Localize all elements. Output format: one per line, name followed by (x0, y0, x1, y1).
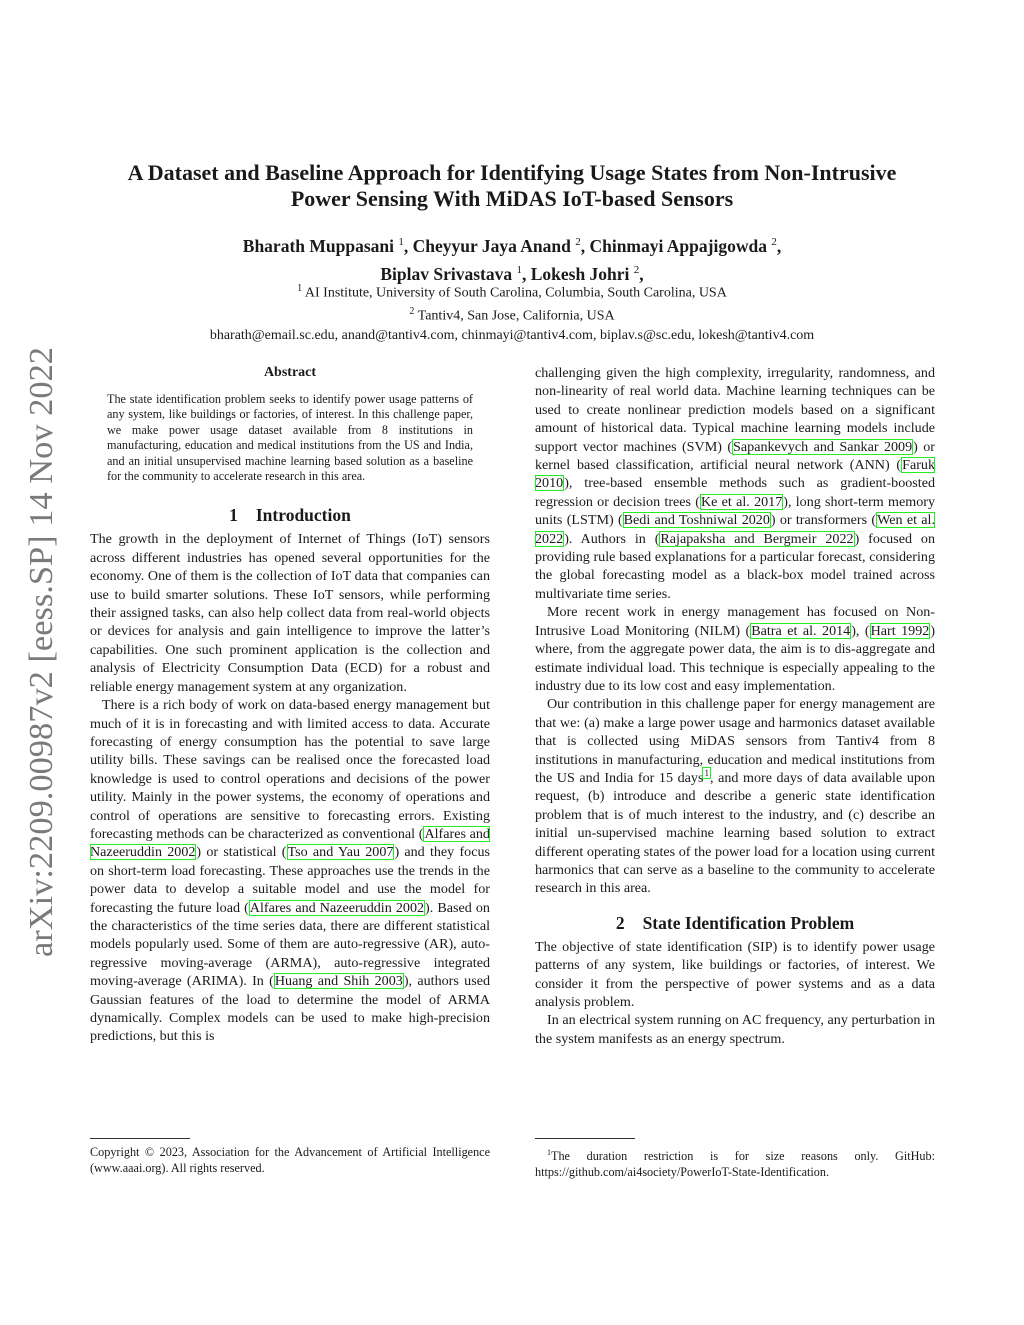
author-affil-mark: 2 (633, 263, 640, 276)
section-number: 2 (615, 912, 625, 933)
citation-link[interactable]: Rajapaksha and Bergmeir 2022 (660, 530, 854, 547)
affiliation-mark: 1 (297, 283, 303, 294)
footnote-link[interactable]: 1 (704, 768, 709, 779)
sip-paragraph-1: The objective of state identification (SIP) is to identify power usage patterns of any system, like buildings or factories, of interest. We consider it from the perspective of power systems and as a data analysis problem. (535, 938, 935, 1010)
author-affil-mark: 2 (771, 236, 777, 248)
text-run: challenging given the high complexity, irregularity, randomness, and non-linearity of real world data. Machine learning techniques can be used to create nonlinear prediction models based on a significant amount of historical data. Typical machine learning models include support vector machines (SVM) ( (535, 365, 935, 455)
affiliation-mark: 2 (409, 306, 415, 318)
affiliation-text: AI Institute, University of South Carolina, Columbia, South Carolina, USA (304, 285, 727, 301)
section-number: 1 (229, 505, 238, 526)
footnote-divider (535, 1138, 635, 1139)
author-line-2: Biplav Srivastava $^1$, Lokesh Johri $^2$, (380, 263, 644, 284)
text-run: ) or transformers ( (770, 512, 877, 529)
section-1-heading (90, 504, 490, 526)
abstract-heading: Abstract (263, 365, 317, 380)
citation-link[interactable]: Sapankevych and Sankar 2009 (733, 438, 913, 455)
author-emails: bharath@email.sc.edu, anand@tantiv4.com, chinmayi@tantiv4.com, biplav.s@sc.edu, lokesh@tantiv4.com (209, 327, 815, 343)
text-run: More recent work in energy management has focused on Non-Intrusive Load Monitoring (NILM) ( (535, 604, 935, 639)
title-line-1: A Dataset and Baseline Approach for Identifying Usage States from Non-Intrusive (127, 160, 897, 185)
citation-link[interactable]: Hart 1992 (870, 622, 930, 639)
author-line-1: Bharath Muppasani $^1$, Cheyyur Jaya Anand $^2$, Chinmayi Appajigowda $^2$, (242, 235, 782, 256)
contribution-paragraph (535, 695, 935, 897)
text-run: ) or statistical ( (196, 844, 287, 861)
sip-paragraph-2: In an electrical system running on AC frequency, any perturbation in the system manifests as an energy spectrum. (535, 1012, 935, 1047)
author-affil-mark: 1 (516, 263, 522, 276)
citation-link[interactable]: Ke et al. 2017 (700, 493, 783, 510)
footnote-1-text (535, 1145, 935, 1180)
section-title: State Identification Problem (642, 912, 855, 933)
author-name: Biplav Srivastava (380, 263, 513, 284)
author-list (80, 230, 944, 286)
text-run: , and more days of data available upon request, (b) introduce and describe a generic state identification problem that is of much interest to the industry, and (c) describe an initial un-supervised machine learning based solution to extract different operating states of the power load for a location using current harmonics that can serve as a baseline to the community to accelerate research in this area. (535, 769, 936, 897)
text-run: ) where, from the aggregate power data, the aim is to dis-aggregate and estimate individual load. This technique is especially appealing to the industry due to its low cost and easy implementation. (535, 622, 936, 694)
citation-link[interactable]: Alfares and Nazeeruddin 2002 (249, 899, 425, 916)
footnote-divider (90, 1138, 190, 1139)
section-2-heading (535, 912, 935, 934)
text-run: ) or kernel based classification, artificial neural network (ANN) ( (535, 438, 935, 474)
citation-link[interactable]: Faruk 2010 (535, 457, 935, 492)
citation-link[interactable]: Tso and Yau 2007 (287, 844, 394, 861)
author-name: Lokesh Johri (530, 263, 630, 284)
affiliations (80, 280, 944, 345)
citation-link[interactable]: Wen et al. 2022 (535, 512, 935, 547)
left-column (90, 364, 490, 1046)
text-run: ), authors used Gaussian features of the load to determine the model of ARMA dynamically. Complex models can be used to make high-precision predictions, but this is (90, 973, 491, 1045)
author-affil-mark: 2 (575, 236, 581, 248)
text-run: ), tree-based ensemble methods such as gradient-boosted regression or decision trees ( (535, 475, 935, 510)
copyright-text: Copyright © 2023, Association for the Advancement of Artificial Intelligence (www.aaai.org). All rights reserved. (90, 1145, 490, 1175)
text-run: ), long short-term memory units (LSTM) ( (535, 493, 935, 529)
arxiv-stamp-text: arXiv:2209.00987v2 [eess.SP] 14 Nov 2022 (23, 354, 60, 957)
affiliation-1 (80, 280, 944, 303)
text-run: ). Authors in ( (564, 530, 660, 547)
intro-paragraph-2 (90, 696, 490, 1046)
abstract-text: The state identification problem seeks to identify power usage patterns of any system, like buildings or factories, of interest. In this challenge paper, we make power usage dataset available from 8 institutions in manufacturing, education and medical institutions from the US and India, and an initial unsupervised machine learning based solution as a baseline for the community to accelerate research in this area. (107, 392, 473, 484)
text-run: ) focused on providing rule based explanations for a particular forecast, considering the global forecasting model as a black-box model trained across multivariate time series. (535, 530, 935, 602)
author-affil-mark: 1 (398, 236, 404, 248)
paper-title (80, 160, 944, 212)
footnote-mark: 1 (547, 1148, 551, 1157)
citation-link[interactable]: Huang and Shih 2003 (274, 973, 403, 990)
affiliation-text: Tantiv4, San Jose, California, USA (417, 308, 615, 324)
text-run: Our contribution in this challenge paper for energy management are that we: (a) make a large power usage and harmonics dataset available that is collected using MiDAS sensors from Tantiv4 from 8 institutions in manufacturing, education and medical institutions from the US and India for 15 days (535, 696, 935, 786)
arxiv-stamp (8, 345, 68, 960)
citation-link[interactable]: Alfares and Nazeeruddin 2002 (90, 825, 490, 861)
affiliation-2 (80, 303, 944, 326)
copyright-footnote (90, 1138, 490, 1176)
text-run: ). Based on the characteristics of the time series data, there are different statistical models popularly used. Some of them are auto-regressive (AR), auto-regressive moving-average (ARMA), auto-regressive integrated moving-average (ARIMA). In ( (90, 899, 490, 990)
nilm-paragraph (535, 603, 935, 695)
citation-link[interactable]: Bedi and Toshniwal 2020 (623, 512, 770, 529)
footnote-1 (535, 1138, 935, 1180)
text-run: There is a rich body of work on data-based energy management but much of it is in forecasting and with limited access to data. Accurate forecasting of energy consumption has the potential to save large utility bills. These savings can be realised once the forecasted load knowledge is used to control operations and decisions of the power utility. Mainly in the power systems, the economy of operations and control of operations are sensitive to forecasting errors. Existing forecasting methods can be characterized as conventional ( (90, 697, 490, 842)
intro-paragraph-1: The growth in the deployment of Internet of Things (IoT) sensors across different industries has opened several opportunities for the economy. One of them is the collection of IoT data that companies can use to build smarter solutions. These IoT sensors, while performing their assigned tasks, can also help collect data from real-world objects or devices for analysis and gain intelligence to improve the latter’s capabilities. One such prominent application is the collection and analysis of Electricity Consumption Data (ECD) for a robust and reliable energy management system at any organization. (90, 531, 490, 695)
title-line-2: Power Sensing With MiDAS IoT-based Sensors (290, 186, 734, 211)
related-work-paragraph (535, 364, 935, 603)
author-name: Chinmayi Appajigowda (589, 235, 767, 256)
right-column (535, 364, 935, 1048)
citation-link[interactable]: Batra et al. 2014 (751, 622, 851, 639)
author-name: Bharath Muppasani (242, 235, 395, 256)
footnote-content: The duration restriction is for size reasons only. GitHub: https://github.com/ai4society/PowerIoT-State-Identification. (535, 1149, 935, 1179)
text-run: ), ( (851, 622, 870, 639)
text-run: ) and they focus on short-term load forecasting. These approaches use the trends in the power data to develop a suitable model and use the model for forecasting the future load ( (90, 844, 490, 916)
author-name: Cheyyur Jaya Anand (412, 235, 571, 256)
section-title: Introduction (255, 505, 351, 526)
